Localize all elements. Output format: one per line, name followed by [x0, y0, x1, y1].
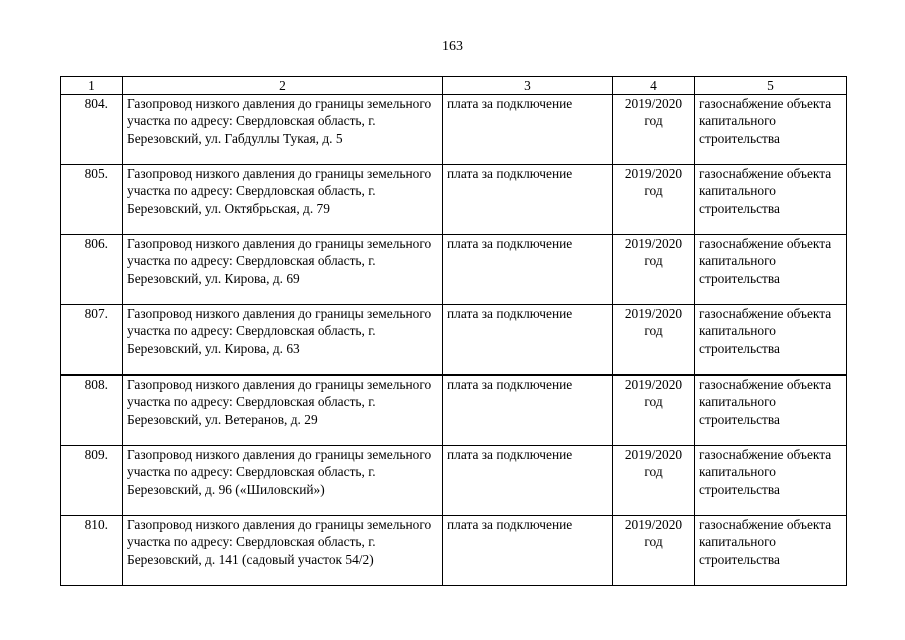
registry-table	[60, 76, 847, 586]
period: 2019/2020 год	[613, 305, 695, 376]
funding-source: плата за подключение	[443, 375, 613, 446]
row-number: 810.	[61, 516, 123, 586]
row-number: 809.	[61, 446, 123, 516]
purpose: газоснабжение объекта капитального строительства	[695, 235, 847, 305]
period: 2019/2020 год	[613, 446, 695, 516]
row-number: 805.	[61, 165, 123, 235]
table-row	[61, 95, 847, 165]
purpose: газоснабжение объекта капитального строительства	[695, 516, 847, 586]
row-number: 807.	[61, 305, 123, 376]
table-row	[61, 446, 847, 516]
table-row	[61, 516, 847, 586]
table-row	[61, 165, 847, 235]
funding-source: плата за подключение	[443, 516, 613, 586]
purpose: газоснабжение объекта капитального строительства	[695, 305, 847, 376]
object-name: Газопровод низкого давления до границы земельного участка по адресу: Свердловская область, г. Березовский, д. 141 (садовый участок 54/2)	[123, 516, 443, 586]
column-header-1: 1	[61, 77, 123, 95]
column-header-3: 3	[443, 77, 613, 95]
purpose: газоснабжение объекта капитального строительства	[695, 165, 847, 235]
funding-source: плата за подключение	[443, 235, 613, 305]
table-row	[61, 235, 847, 305]
row-number: 804.	[61, 95, 123, 165]
funding-source: плата за подключение	[443, 95, 613, 165]
row-number: 808.	[61, 375, 123, 446]
page-number: 163	[442, 39, 463, 54]
object-name: Газопровод низкого давления до границы земельного участка по адресу: Свердловская область, г. Березовский, ул. Габдуллы Тукая, д. 5	[123, 95, 443, 165]
funding-source: плата за подключение	[443, 446, 613, 516]
object-name: Газопровод низкого давления до границы земельного участка по адресу: Свердловская область, г. Березовский, ул. Кирова, д. 69	[123, 235, 443, 305]
purpose: газоснабжение объекта капитального строительства	[695, 95, 847, 165]
period: 2019/2020 год	[613, 95, 695, 165]
purpose: газоснабжение объекта капитального строительства	[695, 446, 847, 516]
column-header-4: 4	[613, 77, 695, 95]
period: 2019/2020 год	[613, 235, 695, 305]
funding-source: плата за подключение	[443, 165, 613, 235]
period: 2019/2020 год	[613, 165, 695, 235]
object-name: Газопровод низкого давления до границы земельного участка по адресу: Свердловская область, г. Березовский, д. 96 («Шиловский»)	[123, 446, 443, 516]
object-name: Газопровод низкого давления до границы земельного участка по адресу: Свердловская область, г. Березовский, ул. Ветеранов, д. 29	[123, 375, 443, 446]
object-name: Газопровод низкого давления до границы земельного участка по адресу: Свердловская область, г. Березовский, ул. Кирова, д. 63	[123, 305, 443, 376]
column-header-2: 2	[123, 77, 443, 95]
period: 2019/2020 год	[613, 516, 695, 586]
table-row	[61, 305, 847, 376]
column-header-5: 5	[695, 77, 847, 95]
table-header-row	[61, 77, 847, 95]
row-number: 806.	[61, 235, 123, 305]
purpose: газоснабжение объекта капитального строительства	[695, 375, 847, 446]
funding-source: плата за подключение	[443, 305, 613, 376]
table-row	[61, 375, 847, 446]
object-name: Газопровод низкого давления до границы земельного участка по адресу: Свердловская область, г. Березовский, ул. Октябрьская, д. 79	[123, 165, 443, 235]
period: 2019/2020 год	[613, 375, 695, 446]
